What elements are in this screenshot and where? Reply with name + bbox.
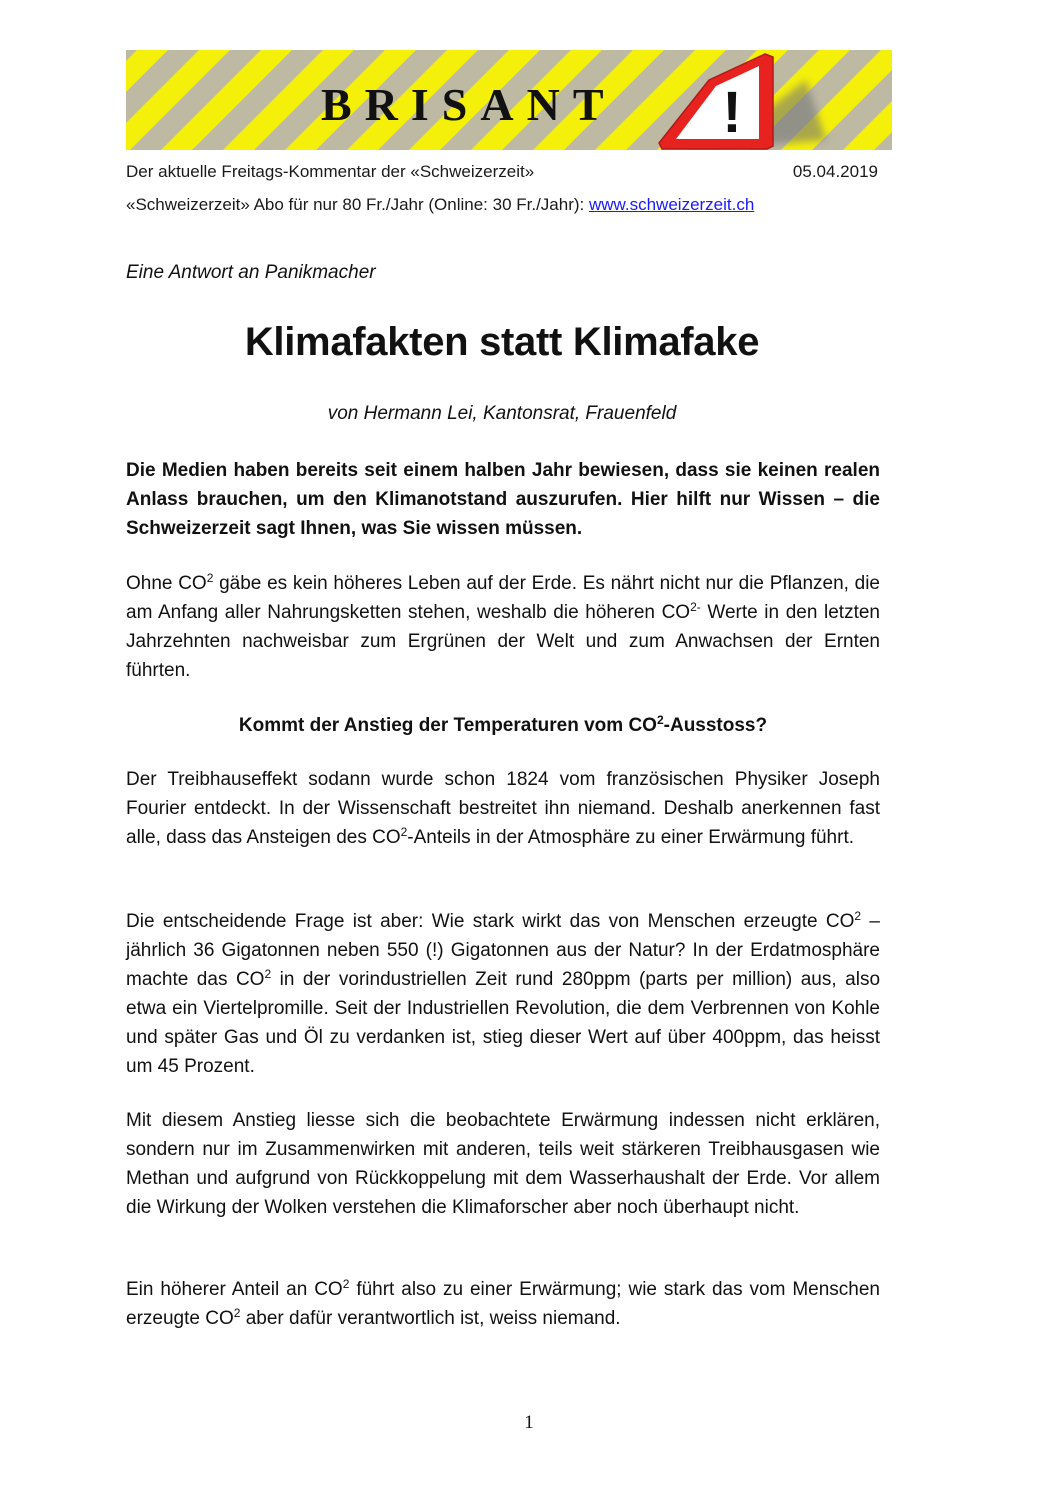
header-date: 05.04.2019	[792, 162, 878, 181]
header-abo-row	[126, 195, 878, 215]
article-title: Klimafakten statt Klimafake	[244, 320, 760, 364]
header-tagline: Der aktuelle Freitags-Kommentar der «Schweizerzeit»	[126, 162, 535, 181]
schweizerzeit-link[interactable]: www.schweizerzeit.ch	[588, 195, 755, 214]
brand-wordmark: BRISANT	[321, 79, 617, 130]
article-author: von Hermann Lei, Kantonsrat, Frauenfeld	[327, 403, 677, 424]
warning-exclamation: !	[722, 80, 742, 145]
header-tagline-row	[126, 162, 878, 182]
article-kicker: Eine Antwort an Panikmacher	[126, 262, 376, 283]
banner-graphic	[126, 50, 892, 150]
article-lead: Die Medien haben bereits seit einem halben Jahr bewiesen, dass sie keinen realen Anlass brauchen, um den Klimanotstand auszurufen. Hier hilft nur Wissen – die Schweizerzeit sagt Ihnen, was Sie wissen müssen.	[126, 460, 880, 539]
page-number: 1	[524, 1412, 534, 1433]
paragraph-2: Der Treibhauseffekt sodann wurde schon 1824 vom französischen Physiker Joseph Fourier entdeckt. In der Wissenschaft bestreitet ihn niemand. Deshalb anerkennen fast alle, dass das Ansteigen des $CO^2$-Anteils in der Atmosphäre zu einer Erwärmung führt.	[126, 769, 880, 848]
paragraph-4: Mit diesem Anstieg liesse sich die beobachtete Erwärmung indessen nicht erklären, sondern nur im Zusammenwirken mit anderen, teils weit stärkeren Treibhausgasen wie Methan und aufgrund von Rückkoppelung mit dem Wasserhaushalt der Erde. Vor allem die Wirkung der Wolken verstehen die Klimaforscher aber noch überhaupt nicht.	[126, 1110, 880, 1218]
brisant-banner	[126, 50, 892, 150]
abo-text: «Schweizerzeit» Abo für nur 80 Fr./Jahr (Online: 30 Fr./Jahr):	[126, 195, 589, 214]
paragraph-1: Ohne $CO^2$ gäbe es kein höheres Leben auf der Erde. Es nährt nicht nur die Pflanzen, die am Anfang aller Nahrungsketten stehen, weshalb die höheren $CO^{2-}$ Werte in den letzten Jahrzehnten nachweisbar zum Ergrünen der Welt und zum Anwachsen der Ernten führten.	[126, 571, 880, 681]
paragraph-5: Ein höherer Anteil an $CO^2$ führt also zu einer Erwärmung; wie stark das vom Menschen erzeugte $CO^2$ aber dafür verantwortlich ist, weiss niemand.	[126, 1277, 880, 1329]
paragraph-3: Die entscheidende Frage ist aber: Wie stark wirkt das von Menschen erzeugte $CO^2$ – jährlich 36 Gigatonnen neben 550 (!) Gigatonnen aus der Natur? In der Erdatmosphäre machte das $CO^2$ in der vorindustriellen Zeit rund 280ppm (parts per million) aus, also etwa ein Viertelpromille. Seit der Industriellen Revolution, die dem Verbrennen von Kohle und später Gas und Öl zu verdanken ist, stieg dieser Wert auf über 400ppm, das heisst um 45 Prozent.	[126, 909, 881, 1077]
section-subheading: Kommt der Anstieg der Temperaturen vom $CO^2$-Ausstoss?	[238, 713, 768, 736]
